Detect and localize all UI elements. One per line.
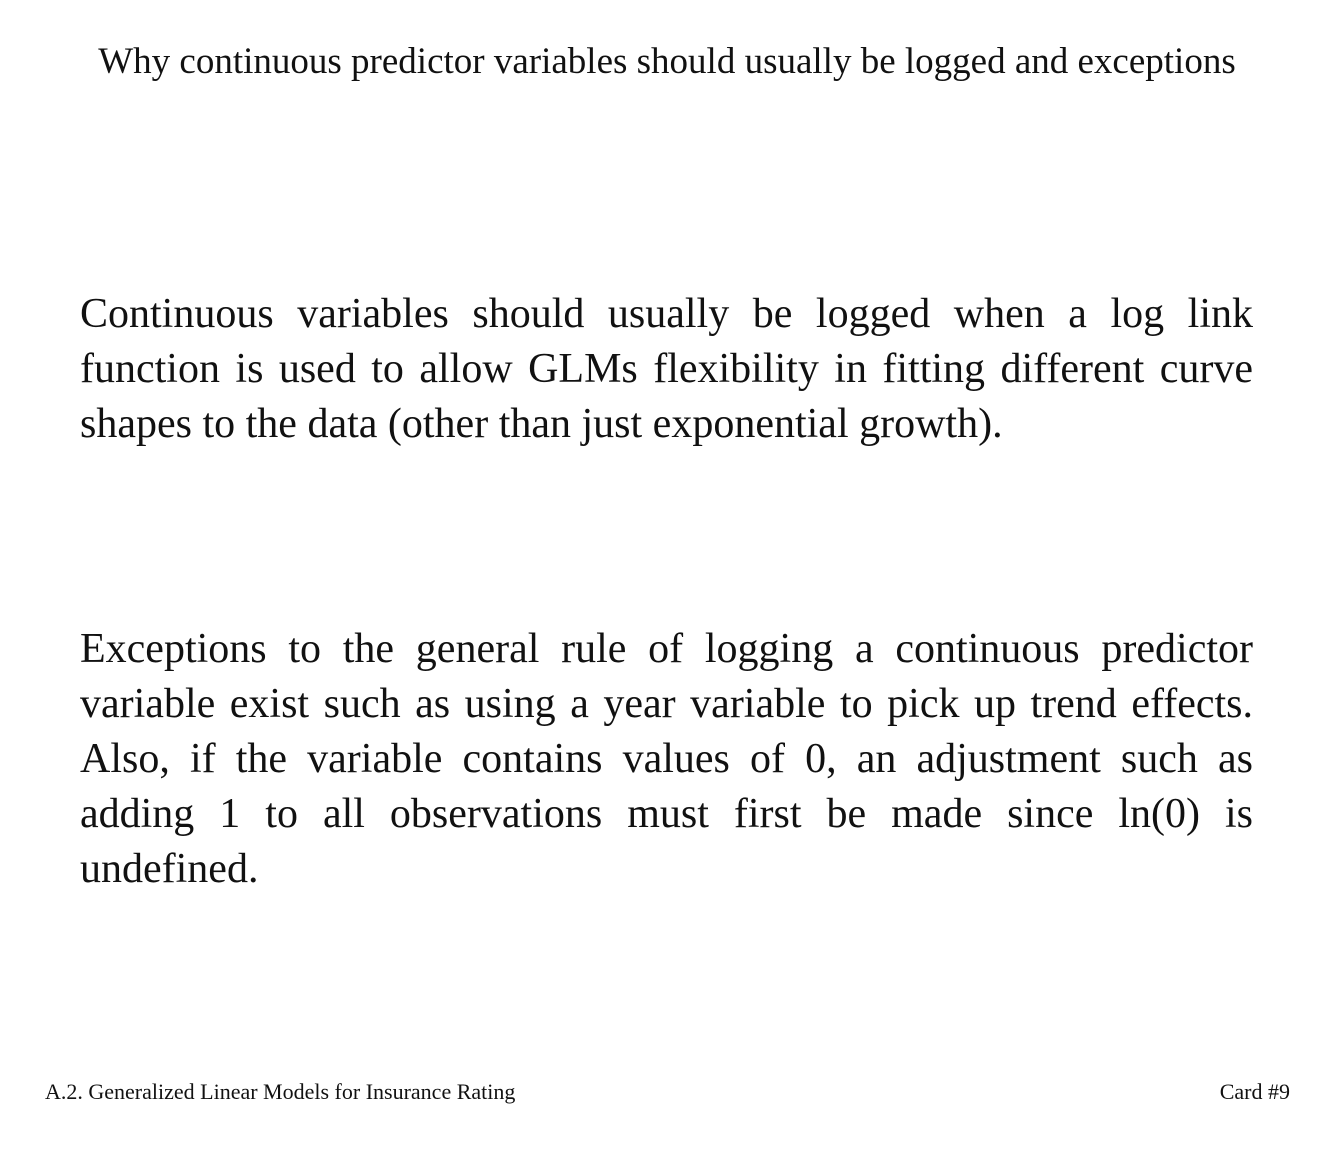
answer-paragraph-rule: Continuous variables should usually be logged when a log link function is used to allow GLMs flexibility in fitting different curve shapes to the data (other than just exponential growth). [80,291,1253,447]
footer-section-label: A.2. Generalized Linear Models for Insurance Rating [45,1079,516,1104]
card-title: Why continuous predictor variables should usually be logged and exceptions [98,41,1236,82]
answer-paragraph-exceptions: Exceptions to the general rule of logging a continuous predictor variable exist such as using a year variable to pick up trend effects. Also, if the variable contains values of 0, an adjustment such as adding 1 to all observations must first be made since ln(0) is undefined. [80,626,1253,892]
footer-card-number: Card #9 [1219,1079,1290,1104]
